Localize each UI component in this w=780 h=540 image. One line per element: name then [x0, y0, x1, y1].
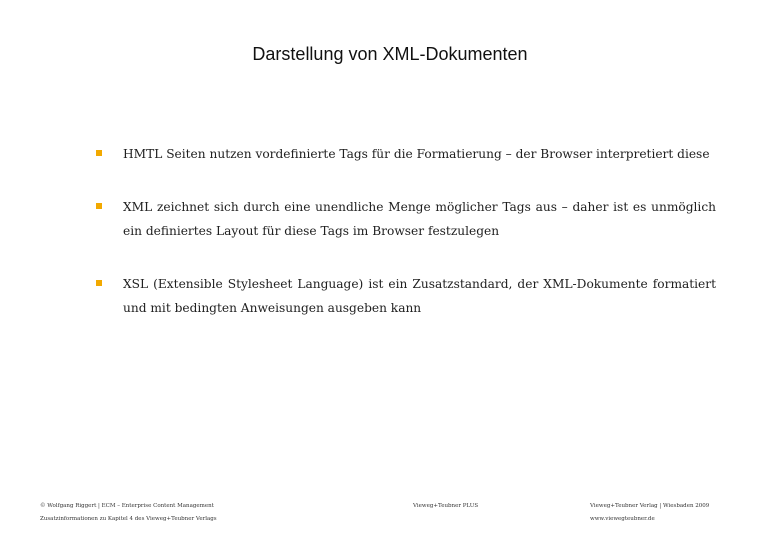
footer-plus-label: Vieweg+Teubner PLUS: [413, 503, 479, 509]
footer-center: [413, 500, 533, 513]
bullet-text: HMTL Seiten nutzen vordefinierte Tags für die Formatierung – der Browser interpretiert diese: [123, 147, 710, 161]
bullet-list: [96, 142, 716, 320]
bullet-text: XML zeichnet sich durch eine unendliche Menge möglicher Tags aus – daher ist es unmöglich ein definiertes Layout für diese Tags im Browser festzulegen: [123, 200, 716, 238]
bullet-item: [96, 142, 716, 166]
square-bullet-icon: [96, 203, 102, 209]
bullet-text: XSL (Extensible Stylesheet Language) ist ein Zusatzstandard, der XML-Dokumente formatiert und mit bedingten Anweisungen ausgeben kann: [123, 277, 716, 315]
footer-additional-info: Zusatzinformationen zu Kapitel 4 des Vieweg+Teubner Verlags: [40, 516, 217, 522]
footer-left: [40, 500, 280, 526]
footer-right: [590, 500, 750, 526]
footer-website: www.viewegteubner.de: [590, 516, 655, 522]
bullet-item: [96, 272, 716, 320]
footer-publisher: Vieweg+Teubner Verlag | Wiesbaden 2009: [590, 503, 710, 509]
square-bullet-icon: [96, 150, 102, 156]
slide-title: Darstellung von XML-Dokumenten: [252, 44, 528, 64]
bullet-item: [96, 195, 716, 243]
footer-copyright: © Wolfgang Riggert | ECM – Enterprise Content Management: [40, 503, 214, 509]
square-bullet-icon: [96, 280, 102, 286]
